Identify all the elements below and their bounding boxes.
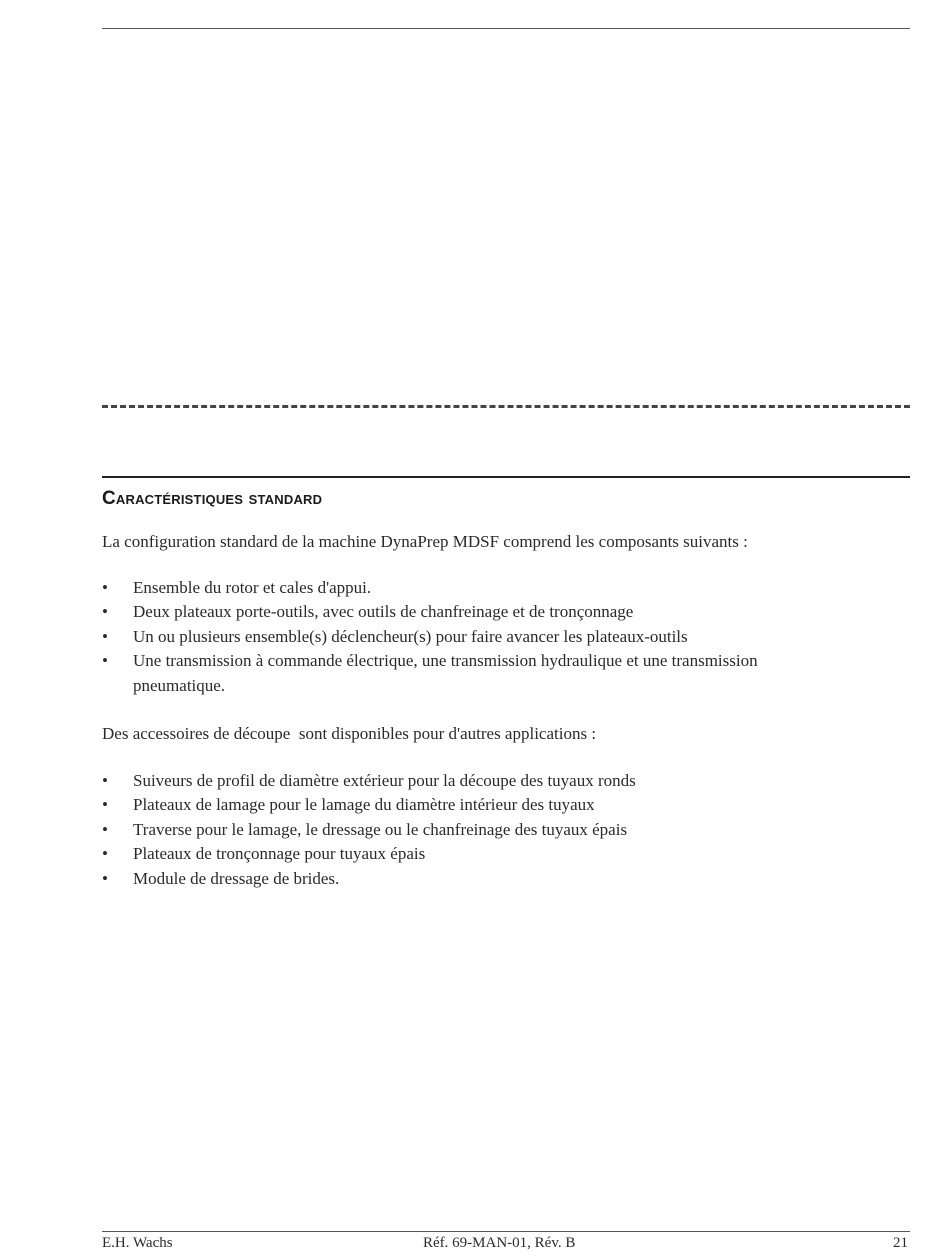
list-item-text: Un ou plusieurs ensemble(s) déclencheur(s) pour faire avancer les plateaux-outils — [133, 626, 688, 646]
list-item — [102, 793, 833, 817]
list-item-text: Plateaux de lamage pour le lamage du diamètre intérieur des tuyaux — [133, 795, 595, 815]
accessories-list — [102, 769, 833, 891]
list-item-text: Suiveurs de profil de diamètre extérieur pour la découpe des tuyaux ronds — [133, 771, 636, 790]
section-title: Caractéristiques standard — [102, 488, 323, 509]
list-item-text: Une transmission à commande électrique, une transmission hydraulique et une transmission pneumatique. — [133, 651, 758, 695]
section-rule — [102, 476, 910, 478]
list-item — [102, 600, 833, 624]
bullet-icon: • — [102, 771, 108, 790]
list-item-text: Deux plateaux porte-outils, avec outils de chanfreinage et de tronçonnage — [133, 602, 634, 622]
bullet-icon: • — [102, 602, 108, 622]
accessories-paragraph: Des accessoires de découpe sont disponibles pour d'autres applications : — [102, 724, 597, 743]
intro-paragraph: La configuration standard de la machine DynaPrep MDSF comprend les composants suivants : — [102, 532, 748, 551]
bullet-icon: • — [102, 844, 108, 864]
footer-reference: Réf. 69-MAN-01, Rév. B — [423, 1235, 576, 1251]
bullet-icon: • — [102, 795, 108, 815]
standard-components-list — [102, 576, 833, 698]
list-item-text: Module de dressage de brides. — [133, 868, 340, 888]
footer-company: E.H. Wachs — [102, 1235, 173, 1251]
page-number: 21 — [893, 1235, 908, 1251]
header-rule — [102, 28, 910, 29]
list-item-text: Traverse pour le lamage, le dressage ou le chanfreinage des tuyaux épais — [133, 819, 628, 839]
bullet-icon: • — [102, 626, 108, 646]
list-item — [102, 842, 833, 866]
list-item-text: Plateaux de tronçonnage pour tuyaux épais — [133, 844, 426, 864]
bullet-icon: • — [102, 578, 108, 597]
list-item — [102, 867, 833, 891]
list-item — [102, 769, 833, 793]
dotted-divider — [102, 405, 910, 408]
bullet-icon: • — [102, 651, 108, 671]
footer-rule — [102, 1231, 910, 1232]
list-item — [102, 625, 833, 649]
list-item-text: Ensemble du rotor et cales d'appui. — [133, 578, 372, 597]
list-item — [102, 649, 793, 698]
bullet-icon: • — [102, 819, 108, 839]
bullet-icon: • — [102, 868, 108, 888]
list-item — [102, 818, 833, 842]
list-item — [102, 576, 833, 600]
